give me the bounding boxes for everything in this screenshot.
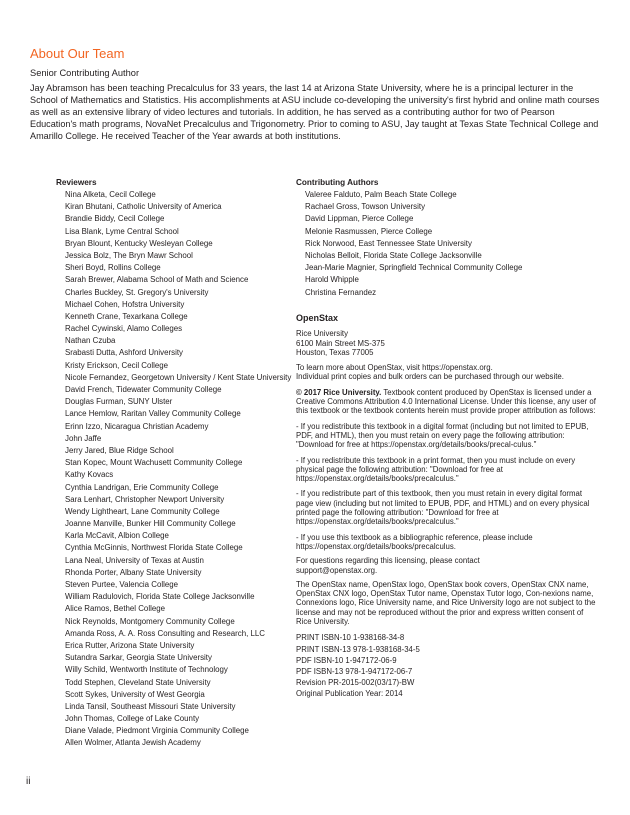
list-item: Diane Valade, Piedmont Virginia Community College	[65, 726, 249, 736]
author-bio: Jay Abramson has been teaching Precalculus for 33 years, the last 14 at Arizona State University, where he is a principal lecturer in the School of Mathematics and Statistics. His accomplishments at ASU include co-developing the university's first hybrid and online math courses as well as an extensive library of video lectures and tutorials. In addition, he has served as a contributing author for two of Pearson Education's math programs, NovaNet Precalculus and Trigonometry. Prior to coming to ASU, Jay taught at Texas State Technical College and Amarillo College. He received Teacher of the Year awards at both institutions.	[30, 83, 600, 141]
list-item: Sarah Brewer, Alabama School of Math and Science	[65, 275, 249, 285]
isbn-line: PRINT ISBN-10 1-938168-34-8	[296, 633, 405, 643]
list-item: Wendy Lightheart, Lane Community College	[65, 506, 220, 516]
list-item: Linda Tansil, Southeast Missouri State University	[65, 701, 236, 711]
list-item: Jerry Jared, Blue Ridge School	[65, 445, 174, 455]
reviewers-list	[56, 189, 296, 750]
address-line: Rice University	[296, 329, 348, 339]
list-item: Cynthia Landrigan, Erie Community College	[65, 482, 219, 492]
list-item: Douglas Furman, SUNY Ulster	[65, 397, 173, 407]
address-line: 6100 Main Street MS-375	[296, 338, 385, 348]
list-item: William Radulovich, Florida State College Jacksonville	[65, 592, 255, 602]
openstax-link[interactable]: https://openstax.org.	[422, 363, 493, 373]
list-item: Sheri Boyd, Rollins College	[65, 263, 161, 273]
list-item: Rhonda Porter, Albany State University	[65, 567, 202, 577]
list-item: Nicole Fernandez, Georgetown University / Kent State University	[65, 372, 292, 382]
list-item: Erica Rutter, Arizona State University	[65, 640, 195, 650]
page-number: ii	[26, 776, 31, 787]
address-line: Houston, Texas 77005	[296, 347, 374, 357]
attribution-rule: - If you use this textbook as a bibliographic reference, please include https://openstax.org/details/books/precalculus.	[296, 532, 533, 551]
list-item: Amanda Ross, A. A. Ross Consulting and Research, LLC	[65, 628, 266, 638]
learn-more-prefix: To learn more about OpenStax, visit	[296, 363, 423, 373]
copyright-holder: © 2017 Rice University.	[296, 387, 382, 397]
isbn-line: PDF ISBN-13 978-1-947172-06-7	[296, 666, 413, 676]
list-item: Karla McCavit, Albion College	[65, 531, 169, 541]
list-item: Erinn Izzo, Nicaragua Christian Academy	[65, 421, 209, 431]
list-item: Stan Kopec, Mount Wachusett Community College	[65, 458, 243, 468]
openstax-section	[296, 314, 600, 700]
list-item: Jessica Bolz, The Bryn Mawr School	[65, 250, 193, 260]
list-item: Kiran Bhutani, Catholic University of America	[65, 202, 222, 212]
list-item: Rick Norwood, East Tennessee State University	[305, 238, 472, 248]
list-item: David French, Tidewater Community College	[65, 385, 222, 394]
copyright-text	[296, 388, 600, 416]
print-copies-text: Individual print copies and bulk orders can be purchased through our website.	[296, 372, 564, 382]
contributing-authors-section	[296, 178, 596, 299]
list-item: Joanne Manville, Bunker Hill Community College	[65, 519, 236, 529]
list-item: Kristy Erickson, Cecil College	[65, 360, 169, 370]
list-item: Todd Stephen, Cleveland State University	[65, 677, 211, 687]
contributing-authors-heading: Contributing Authors	[296, 178, 379, 187]
list-item: Harold Whipple	[305, 275, 359, 285]
list-item: David Lippman, Pierce College	[305, 214, 414, 224]
list-item: Jean-Marie Magnier, Springfield Technical Community College	[305, 263, 523, 273]
openstax-heading: OpenStax	[296, 313, 339, 323]
list-item: Nina Alketa, Cecil College	[65, 190, 156, 199]
list-item: Nicholas Belloit, Florida State College Jacksonville	[305, 250, 482, 260]
list-item: Lisa Blank, Lyme Central School	[65, 226, 179, 236]
reviewers-heading: Reviewers	[56, 178, 97, 187]
list-item: Alice Ramos, Bethel College	[65, 604, 165, 614]
support-email-link[interactable]: support@openstax.org.	[296, 565, 378, 575]
list-item: Valeree Falduto, Palm Beach State College	[305, 190, 457, 199]
attribution-rule: - If you redistribute this textbook in a digital format (including but not limited to EPUB, PDF, and HTML), then you must retain on every page the following attribution: "Download for free at https://openstax.org/details/books/precal-culus."	[296, 421, 589, 450]
page-title: About Our Team	[30, 46, 125, 61]
contributing-authors-list	[296, 189, 596, 299]
reviewers-section	[56, 178, 296, 750]
list-item: Nathan Czuba	[65, 336, 116, 346]
list-item: Cynthia McGinnis, Northwest Florida State College	[65, 543, 243, 553]
list-item: Scott Sykes, University of West Georgia	[65, 689, 205, 699]
list-item: Michael Cohen, Hofstra University	[65, 299, 185, 309]
list-item: John Thomas, College of Lake County	[65, 714, 200, 724]
list-item: Rachael Gross, Towson University	[305, 202, 426, 212]
isbn-line: PRINT ISBN-13 978-1-938168-34-5	[296, 644, 420, 654]
list-item: Lana Neal, University of Texas at Austin	[65, 555, 204, 565]
license-text: Textbook content produced by OpenStax is licensed under a Creative Commons Attribution 4.0 International License. Under this license, any user of this textbook or the textbook contents herein must provide proper attribution as follows:	[296, 387, 596, 416]
list-item: John Jaffe	[65, 433, 102, 443]
list-item: Sara Lenhart, Christopher Newport University	[65, 494, 225, 504]
list-item: Allen Wolmer, Atlanta Jewish Academy	[65, 738, 201, 748]
trademark-text: The OpenStax name, OpenStax logo, OpenStax book covers, OpenStax CNX name, OpenStax CNX logo, OpenStax Tutor name, Openstax Tutor logo, Con-nexions name, Connexions logo, Rice University name, and Rice University logo are not subject to the license and may not be reproduced without the prior and express written consent of Rice University.	[296, 579, 596, 627]
list-item: Melonie Rasmussen, Pierce College	[305, 226, 433, 236]
list-item: Kenneth Crane, Texarkana College	[65, 311, 188, 321]
isbn-block	[296, 632, 600, 699]
list-item: Lance Hemlow, Raritan Valley Community College	[65, 409, 241, 419]
list-item: Nick Reynolds, Montgomery Community College	[65, 616, 235, 626]
publication-year-line: Original Publication Year: 2014	[296, 689, 403, 699]
attribution-rule: - If you redistribute this textbook in a print format, then you must include on every physical page the following attribution: "Download for free at https://openstax.org/details/books/precalculus."	[296, 455, 576, 484]
list-item: Srabasti Dutta, Ashford University	[65, 348, 183, 358]
list-item: Brandie Biddy, Cecil College	[65, 214, 165, 224]
attribution-rule: - If you redistribute part of this textbook, then you must retain in every digital format page view (including but not limited to EPUB, PDF, and HTML) and on every physical printed page the following attribution: "Download for free at https://openstax.org/details/books/precalculus."	[296, 489, 590, 527]
revision-line: Revision PR-2015-002(03/17)-BW	[296, 678, 415, 688]
list-item: Charles Buckley, St. Gregory's University	[65, 287, 209, 297]
list-item: Sutandra Sarkar, Georgia State University	[65, 653, 212, 663]
list-item: Bryan Blount, Kentucky Wesleyan College	[65, 238, 213, 248]
list-item: Christina Fernandez	[305, 287, 377, 297]
list-item: Rachel Cywinski, Alamo Colleges	[65, 324, 183, 334]
section-subtitle: Senior Contributing Author	[30, 68, 140, 78]
list-item: Steven Purtee, Valencia College	[65, 580, 179, 589]
questions-text: For questions regarding this licensing, please contact	[296, 556, 480, 566]
learn-more-text	[296, 363, 600, 372]
list-item: Willy Schild, Wentworth Institute of Technology	[65, 665, 228, 675]
list-item: Kathy Kovacs	[65, 470, 114, 480]
isbn-line: PDF ISBN-10 1-947172-06-9	[296, 655, 397, 665]
